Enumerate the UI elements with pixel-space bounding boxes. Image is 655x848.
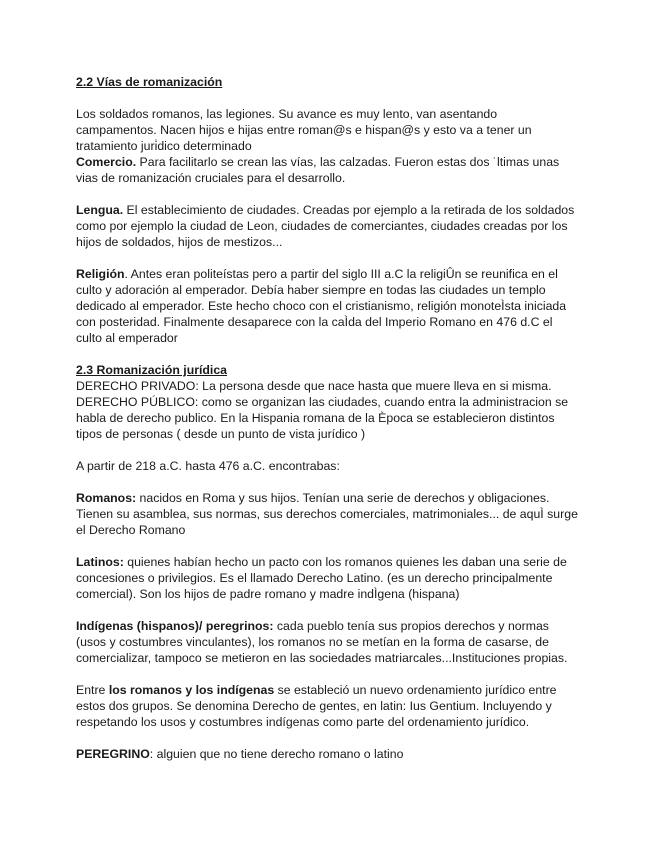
spacer xyxy=(76,442,581,458)
label-comercio: Comercio. xyxy=(76,155,137,169)
paragraph-soldados: Los soldados romanos, las legiones. Su avance es muy lento, van asentando campamentos. Nacen hijos e hijas entre roman@s e hispan@s y esto va a tener un tratamiento juri̇dico determinado xyxy=(76,107,532,153)
paragraph-entre xyxy=(76,682,581,730)
label-romanos-indigenas: los romanos y los indígenas xyxy=(108,683,275,697)
paragraph-lengua xyxy=(76,202,581,250)
paragraph-derecho: DERECHO PRIVADO: La persona desde que nace hasta que muere lleva en si misma. DERECHO PÚBLICO: como se organizan las ciudades, cuando entra la administracion se habla de derecho publico. En la Hispania romana de la Època se establecieron distintos tipos de personas ( desde un punto de vista jurídico ) xyxy=(76,379,569,441)
paragraph-latinos xyxy=(76,554,581,602)
spacer xyxy=(76,346,581,362)
paragraph-indigenas xyxy=(76,618,581,666)
spacer xyxy=(76,474,581,490)
spacer xyxy=(76,186,581,202)
text-peregrino: : alguien que no tiene derecho romano o latino xyxy=(149,747,404,761)
paragraph-religion xyxy=(76,266,581,346)
text-entre-prefix: Entre xyxy=(76,683,109,697)
text-comercio: Para facilitarlo se crean las vías, las calzadas. Fueron estas dos ˙ltimas unas vias de romanización cruciales para el desarrollo. xyxy=(76,155,560,185)
label-lengua: Lengua. xyxy=(76,203,124,217)
label-romanos: Romanos: xyxy=(76,491,137,505)
spacer xyxy=(76,602,581,618)
text-lengua: El establecimiento de ciudades. Creadas por ejemplo a la retirada de los soldados como por ejemplo la ciudad de Leon, ciudades de comerciantes, ciudades creadas por los hijos de soldados, hijos de mestizos... xyxy=(76,203,575,249)
spacer xyxy=(76,90,581,106)
text-indigenas: cada pueblo tenía sus propios derechos y normas (usos y costumbres vinculantes), los romanos no se metían en la forma de casarse, de comercializar, tampoco se metieron en las sociedades matriarcales...Instituciones propias. xyxy=(76,619,568,665)
spacer xyxy=(76,538,581,554)
label-latinos: Latinos: xyxy=(76,555,124,569)
text-romanos: nacidos en Roma y sus hijos. Tenían una serie de derechos y obligaciones. Tienen su asamblea, sus normas, sus derechos comerciales, matrimoniales... de aquÌ surge el Derecho Romano xyxy=(76,491,578,537)
text-entre: se estableció un nuevo ordenamiento jurídico entre estos dos grupos. Se denomina Derecho de gentes, en latin: Ius Gentium. Incluyendo y respetando los usos y costumbres indígenas como parte del ordenamiento jurídico. xyxy=(76,683,557,729)
text-latinos: quienes habían hecho un pacto con los romanos quienes les daban una serie de concesiones o privilegios. Es el llamado Derecho Latino. (es un derecho principalmente comercial). Son los hijos de padre romano y madre indÌgena (hispana) xyxy=(76,555,567,601)
document-page xyxy=(76,74,581,762)
paragraph-romanos xyxy=(76,490,581,538)
spacer xyxy=(76,666,581,682)
paragraph-a-partir: A partir de 218 a.C. hasta 476 a.C. encontrabas: xyxy=(76,459,340,473)
label-indigenas: Indígenas (hispanos)/ peregrinos: xyxy=(76,619,274,633)
section-heading-romanizacion-juridica: 2.3 Romanización jurídica xyxy=(76,363,228,377)
spacer xyxy=(76,730,581,746)
text-religion: . Antes eran politeístas pero a partir del siglo III a.C la religiÛn se reunifica en el culto y adoración al emperador. Debía haber siempre en todas las ciudades un templo dedicado al emperador. Este hecho choco con el cristianismo, religión monoteÌsta iniciada con posteridad. Finalmente desaparece con la caÌda del Imperio Romano en 476 d.C el culto al emperador xyxy=(76,267,567,345)
spacer xyxy=(76,250,581,266)
paragraph-comercio xyxy=(76,154,581,186)
label-religion: Religión xyxy=(76,267,125,281)
label-peregrino: PEREGRINO xyxy=(76,747,150,761)
section-heading-vias-romanizacion: 2.2 Vías de romanización xyxy=(76,75,223,89)
paragraph-peregrino xyxy=(76,746,581,762)
